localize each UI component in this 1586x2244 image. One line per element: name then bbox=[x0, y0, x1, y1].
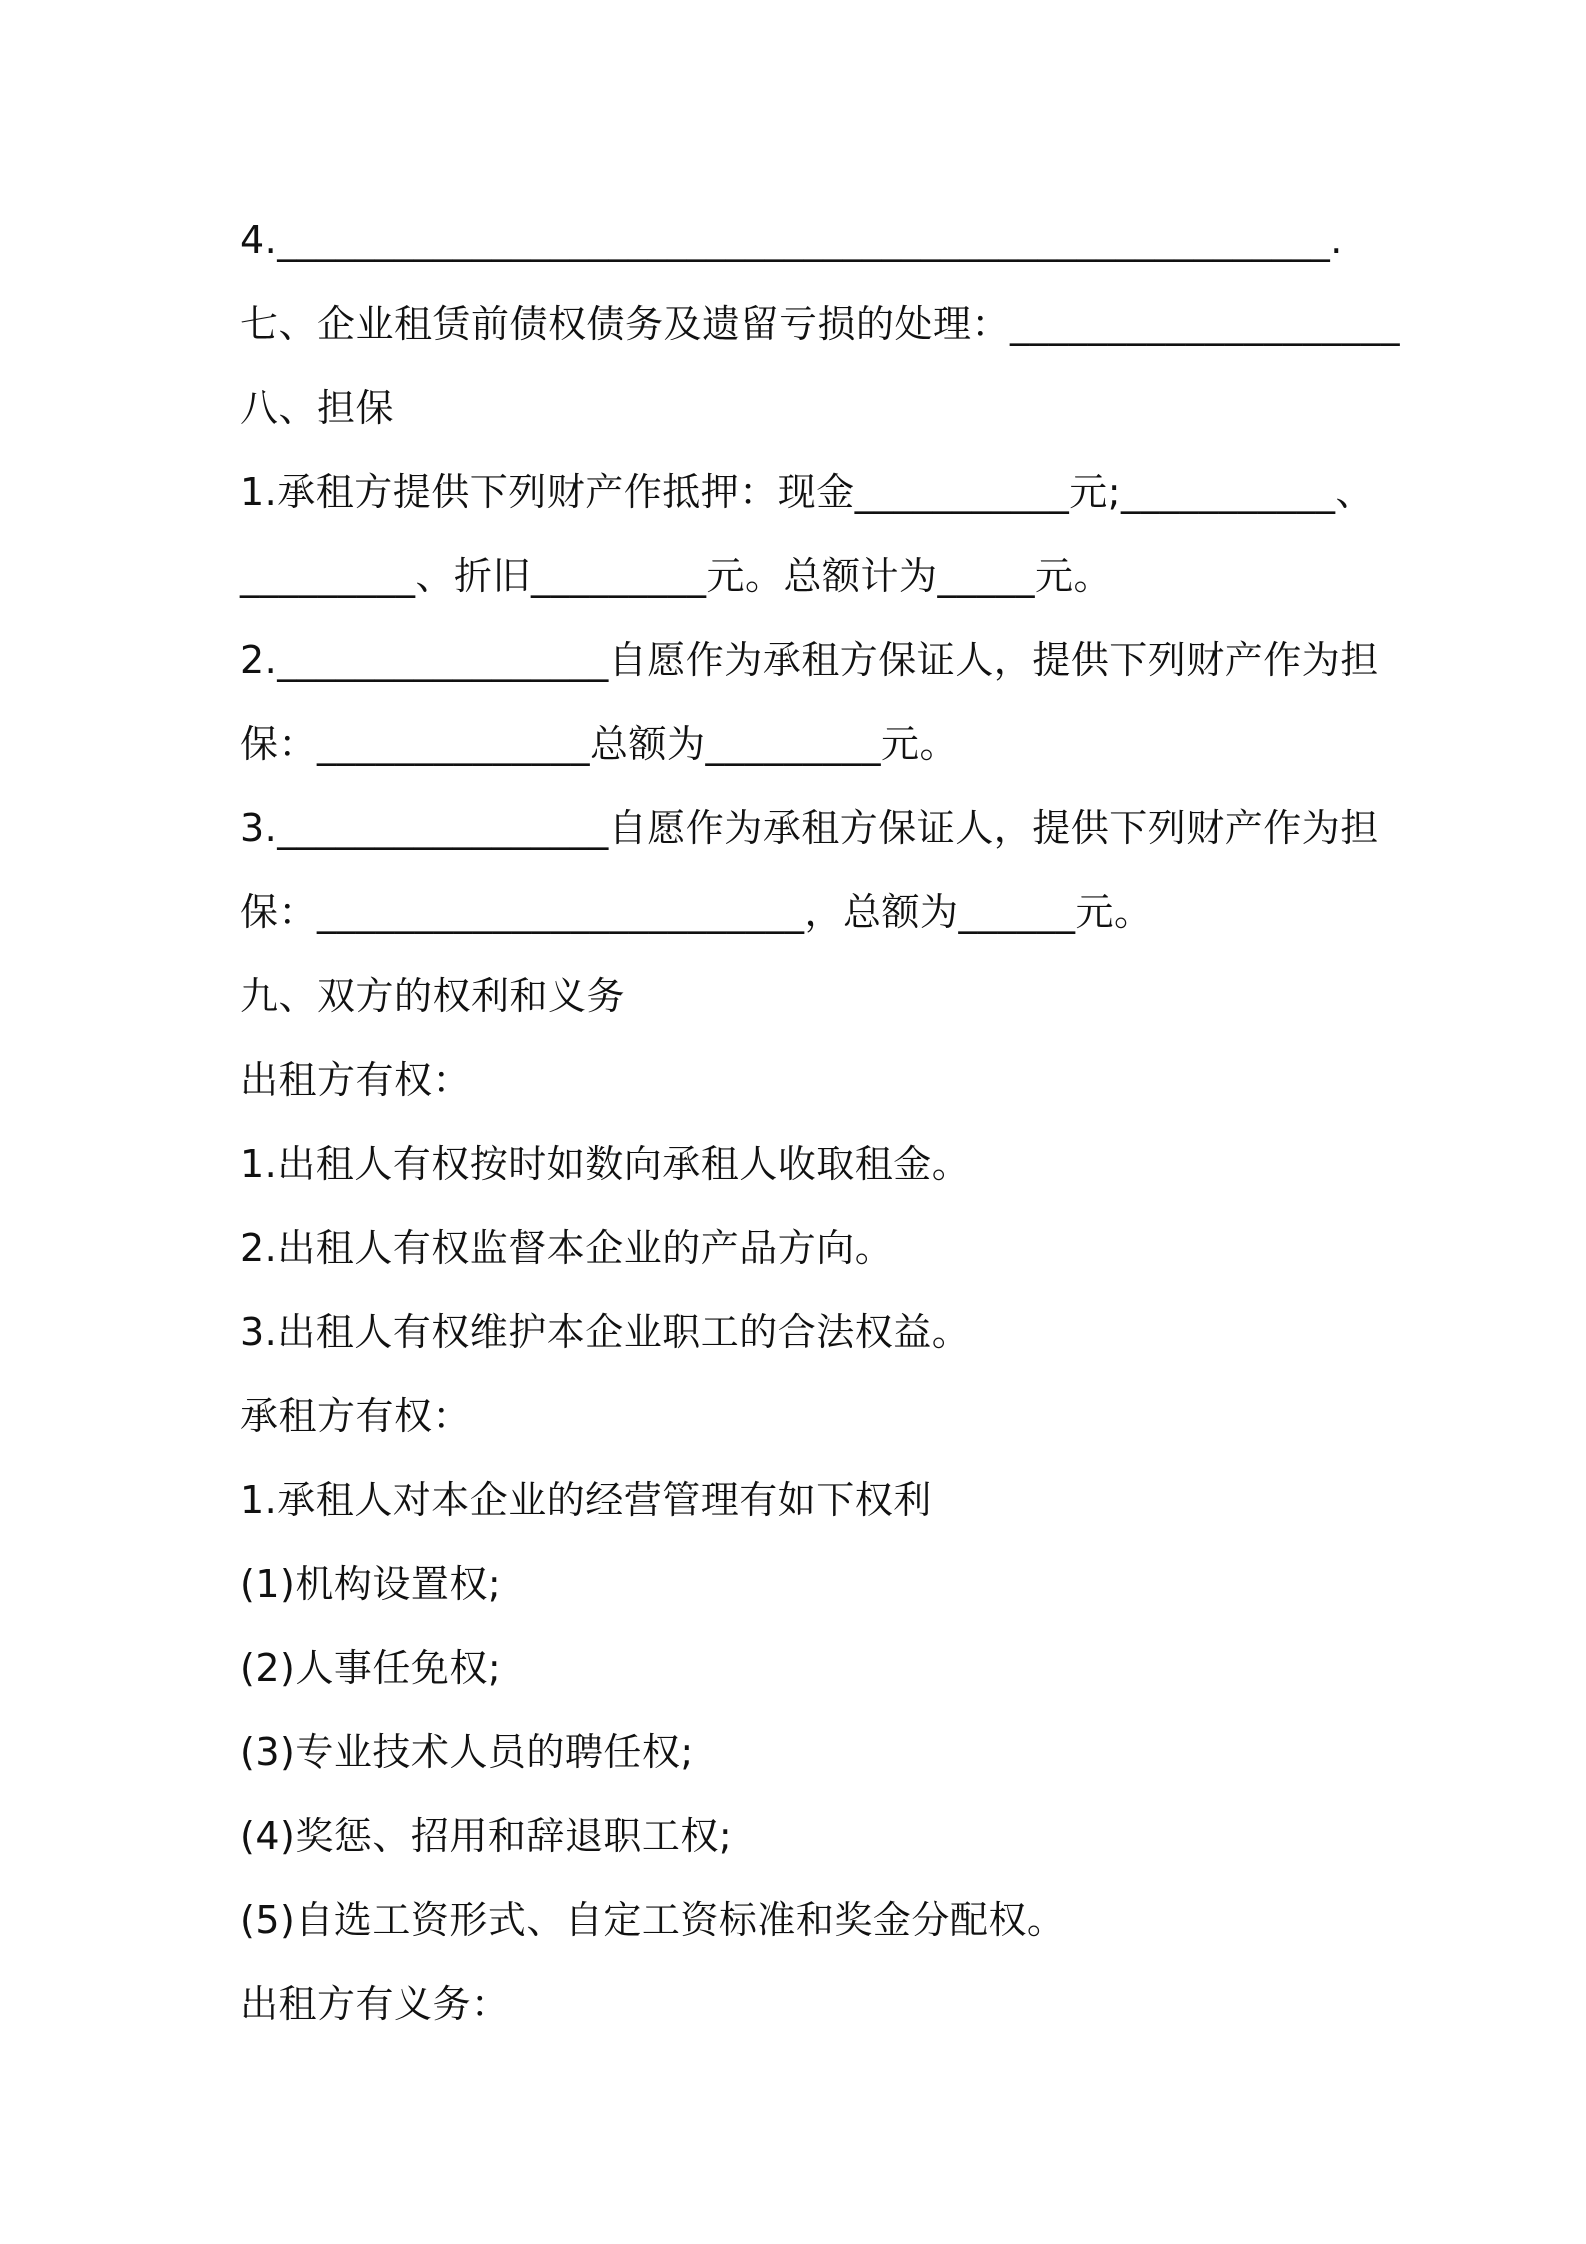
section-8-heading: 八、担保 bbox=[240, 386, 395, 430]
guarantee-item-2-cont: 保：______________总额为_________元。 bbox=[240, 722, 959, 766]
lessor-right-3: 3.出租人有权维护本企业职工的合法权益。 bbox=[240, 1310, 971, 1354]
lessor-right-2: 2.出租人有权监督本企业的产品方向。 bbox=[240, 1226, 894, 1270]
lessee-right-1-sub-5: (5)自选工资形式、自定工资标准和奖金分配权。 bbox=[240, 1898, 1066, 1942]
lessee-rights-heading: 承租方有权： bbox=[240, 1394, 472, 1438]
lessee-right-1-sub-2: (2)人事任免权; bbox=[240, 1646, 502, 1690]
clause-7-item-4: 4.______________________________________________________. bbox=[240, 218, 1343, 262]
guarantee-item-2: 2._________________自愿作为承租方保证人，提供下列财产作为担 bbox=[240, 638, 1379, 682]
section-7-heading: 七、企业租赁前债权债务及遗留亏损的处理：____________________ bbox=[240, 302, 1401, 346]
lessee-right-1-sub-1: (1)机构设置权; bbox=[240, 1562, 502, 1606]
guarantee-item-3-cont: 保：_________________________，总额为______元。 bbox=[240, 890, 1153, 934]
lessor-right-1: 1.出租人有权按时如数向承租人收取租金。 bbox=[240, 1142, 971, 1186]
lessee-right-1: 1.承租人对本企业的经营管理有如下权利 bbox=[240, 1478, 932, 1522]
lessee-right-1-sub-4: (4)奖惩、招用和辞退职工权; bbox=[240, 1814, 733, 1858]
lessee-right-1-sub-3: (3)专业技术人员的聘任权; bbox=[240, 1730, 694, 1774]
document-page bbox=[240, 198, 1401, 2046]
section-9-heading: 九、双方的权利和义务 bbox=[240, 974, 626, 1018]
lessor-rights-heading: 出租方有权： bbox=[240, 1058, 472, 1102]
guarantee-item-3: 3._________________自愿作为承租方保证人，提供下列财产作为担 bbox=[240, 806, 1379, 850]
lessor-duties-heading: 出租方有义务： bbox=[240, 1982, 510, 2026]
guarantee-item-1: 1.承租方提供下列财产作抵押：现金___________元;___________、 bbox=[240, 470, 1375, 514]
guarantee-item-1-cont: _________、折旧_________元。总额计为_____元。 bbox=[240, 554, 1113, 598]
